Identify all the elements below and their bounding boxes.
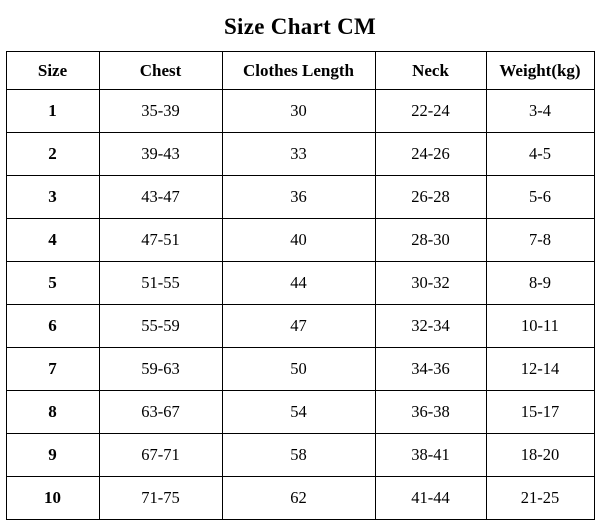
cell-weight: 15-17 [486, 391, 594, 434]
table-header-row [6, 52, 594, 90]
table-row [6, 391, 594, 434]
cell-clothes-length: 33 [222, 133, 375, 176]
cell-neck: 32-34 [375, 305, 486, 348]
cell-weight: 21-25 [486, 477, 594, 520]
cell-neck: 41-44 [375, 477, 486, 520]
cell-clothes-length: 50 [222, 348, 375, 391]
cell-size: 5 [6, 262, 99, 305]
cell-weight: 8-9 [486, 262, 594, 305]
cell-neck: 26-28 [375, 176, 486, 219]
cell-size: 3 [6, 176, 99, 219]
cell-clothes-length: 58 [222, 434, 375, 477]
cell-size: 7 [6, 348, 99, 391]
cell-neck: 28-30 [375, 219, 486, 262]
cell-size: 9 [6, 434, 99, 477]
cell-clothes-length: 30 [222, 90, 375, 133]
table-row [6, 219, 594, 262]
cell-weight: 7-8 [486, 219, 594, 262]
cell-size: 6 [6, 305, 99, 348]
cell-chest: 55-59 [99, 305, 222, 348]
cell-size: 4 [6, 219, 99, 262]
cell-clothes-length: 36 [222, 176, 375, 219]
table-row [6, 434, 594, 477]
cell-clothes-length: 40 [222, 219, 375, 262]
cell-chest: 71-75 [99, 477, 222, 520]
cell-weight: 18-20 [486, 434, 594, 477]
cell-neck: 38-41 [375, 434, 486, 477]
table-row [6, 477, 594, 520]
cell-neck: 24-26 [375, 133, 486, 176]
column-header-neck: Neck [375, 52, 486, 90]
page-title: Size Chart CM [223, 14, 377, 39]
cell-neck: 30-32 [375, 262, 486, 305]
table-row [6, 262, 594, 305]
cell-chest: 43-47 [99, 176, 222, 219]
cell-chest: 63-67 [99, 391, 222, 434]
cell-neck: 34-36 [375, 348, 486, 391]
table-row [6, 348, 594, 391]
cell-clothes-length: 47 [222, 305, 375, 348]
cell-clothes-length: 54 [222, 391, 375, 434]
cell-weight: 12-14 [486, 348, 594, 391]
cell-size: 2 [6, 133, 99, 176]
cell-neck: 22-24 [375, 90, 486, 133]
column-header-clothes-length: Clothes Length [222, 52, 375, 90]
cell-weight: 5-6 [486, 176, 594, 219]
table-row [6, 176, 594, 219]
cell-size: 8 [6, 391, 99, 434]
cell-size: 10 [6, 477, 99, 520]
cell-chest: 39-43 [99, 133, 222, 176]
table-row [6, 90, 594, 133]
cell-neck: 36-38 [375, 391, 486, 434]
cell-chest: 67-71 [99, 434, 222, 477]
column-header-size: Size [6, 52, 99, 90]
cell-chest: 51-55 [99, 262, 222, 305]
cell-weight: 3-4 [486, 90, 594, 133]
cell-chest: 47-51 [99, 219, 222, 262]
column-header-weight: Weight(kg) [486, 52, 594, 90]
cell-clothes-length: 62 [222, 477, 375, 520]
cell-weight: 10-11 [486, 305, 594, 348]
cell-chest: 59-63 [99, 348, 222, 391]
size-chart-table [6, 51, 595, 520]
column-header-chest: Chest [99, 52, 222, 90]
cell-weight: 4-5 [486, 133, 594, 176]
cell-clothes-length: 44 [222, 262, 375, 305]
cell-size: 1 [6, 90, 99, 133]
table-row [6, 133, 594, 176]
table-row [6, 305, 594, 348]
cell-chest: 35-39 [99, 90, 222, 133]
